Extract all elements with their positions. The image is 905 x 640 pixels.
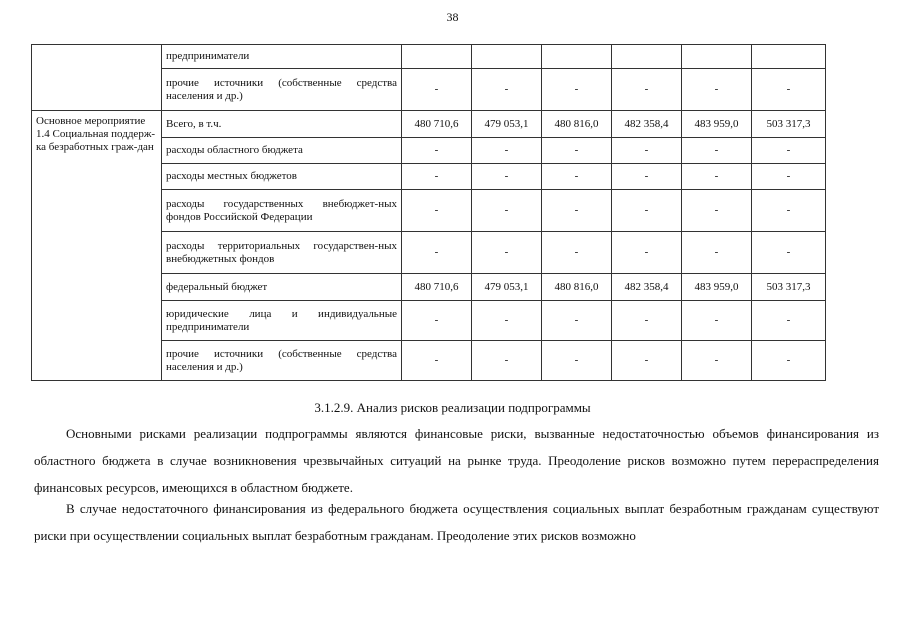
value-cell: - [682, 164, 752, 190]
value-cell [682, 45, 752, 69]
source-cell: прочие источники (собственные средства населения и др.) [162, 69, 402, 111]
value-cell: - [542, 138, 612, 164]
value-cell [612, 45, 682, 69]
page-number: 38 [446, 10, 459, 24]
value-cell: - [542, 341, 612, 381]
value-cell: 503 317,3 [752, 274, 826, 301]
value-cell [472, 45, 542, 69]
value-cell: 483 959,0 [682, 274, 752, 301]
value-cell: - [682, 341, 752, 381]
source-cell: предприниматели [162, 45, 402, 69]
value-cell: - [612, 138, 682, 164]
value-cell: - [612, 190, 682, 232]
value-cell: 480 710,6 [402, 274, 472, 301]
value-cell: 479 053,1 [472, 274, 542, 301]
value-cell: - [472, 138, 542, 164]
value-cell: - [542, 69, 612, 111]
table-row [32, 111, 826, 138]
value-cell: - [402, 301, 472, 341]
value-cell: 480 816,0 [542, 274, 612, 301]
value-cell: - [752, 232, 826, 274]
event-label: Основное мероприятие 1.4 Социальная поддерж-ка безработных граж-дан [32, 111, 162, 381]
value-cell [402, 45, 472, 69]
source-cell: расходы государственных внебюджет-ных фондов Российской Федерации [162, 190, 402, 232]
source-cell: прочие источники (собственные средства населения и др.) [162, 341, 402, 381]
value-cell: - [612, 69, 682, 111]
value-cell: - [752, 341, 826, 381]
value-cell: - [752, 301, 826, 341]
value-cell: - [402, 341, 472, 381]
value-cell: - [472, 190, 542, 232]
value-cell: - [752, 69, 826, 111]
table-row [32, 45, 826, 69]
value-cell: 483 959,0 [682, 111, 752, 138]
value-cell: - [682, 69, 752, 111]
value-cell: - [472, 164, 542, 190]
value-cell: - [402, 138, 472, 164]
paragraph: Основными рисками реализации подпрограммы являются финансовые риски, вызванные недостаточностью объемов финансирования из областного бюджета в случае возникновения чрезвычайных ситуаций на рынке труда. Преодоление рисков возможно путем перераспределения финансовых ресурсов, имеющихся в областном бюджете. [34, 426, 879, 495]
value-cell: - [752, 190, 826, 232]
value-cell: - [472, 232, 542, 274]
source-cell: расходы территориальных государствен-ных внебюджетных фондов [162, 232, 402, 274]
value-cell [752, 45, 826, 69]
value-cell: - [752, 164, 826, 190]
value-cell: - [542, 301, 612, 341]
value-cell: - [752, 138, 826, 164]
paragraph: В случае недостаточного финансирования из федерального бюджета осуществления социальных выплат безработным гражданам существуют риски при осуществлении социальных выплат безработным гражданам. Преодоление этих рисков возможно [34, 501, 879, 543]
value-cell: - [402, 164, 472, 190]
value-cell: 480 816,0 [542, 111, 612, 138]
value-cell: - [612, 301, 682, 341]
value-cell: 480 710,6 [402, 111, 472, 138]
value-cell: - [612, 164, 682, 190]
source-cell: юридические лица и индивидуальные предприниматели [162, 301, 402, 341]
value-cell: - [402, 232, 472, 274]
value-cell: - [612, 232, 682, 274]
value-cell: - [682, 190, 752, 232]
budget-table [31, 44, 826, 381]
value-cell: - [612, 341, 682, 381]
value-cell: - [542, 232, 612, 274]
source-cell: расходы областного бюджета [162, 138, 402, 164]
value-cell [542, 45, 612, 69]
value-cell: - [682, 232, 752, 274]
value-cell: - [542, 190, 612, 232]
source-cell: расходы местных бюджетов [162, 164, 402, 190]
event-cell-continued [32, 45, 162, 111]
value-cell: - [542, 164, 612, 190]
value-cell: 479 053,1 [472, 111, 542, 138]
source-cell: федеральный бюджет [162, 274, 402, 301]
value-cell: - [682, 301, 752, 341]
source-cell: Всего, в т.ч. [162, 111, 402, 138]
value-cell: 482 358,4 [612, 111, 682, 138]
section-heading: 3.1.2.9. Анализ рисков реализации подпрограммы [314, 400, 591, 415]
value-cell: - [402, 69, 472, 111]
value-cell: - [402, 190, 472, 232]
value-cell: - [472, 69, 542, 111]
value-cell: 503 317,3 [752, 111, 826, 138]
value-cell: - [472, 341, 542, 381]
value-cell: 482 358,4 [612, 274, 682, 301]
value-cell: - [682, 138, 752, 164]
value-cell: - [472, 301, 542, 341]
